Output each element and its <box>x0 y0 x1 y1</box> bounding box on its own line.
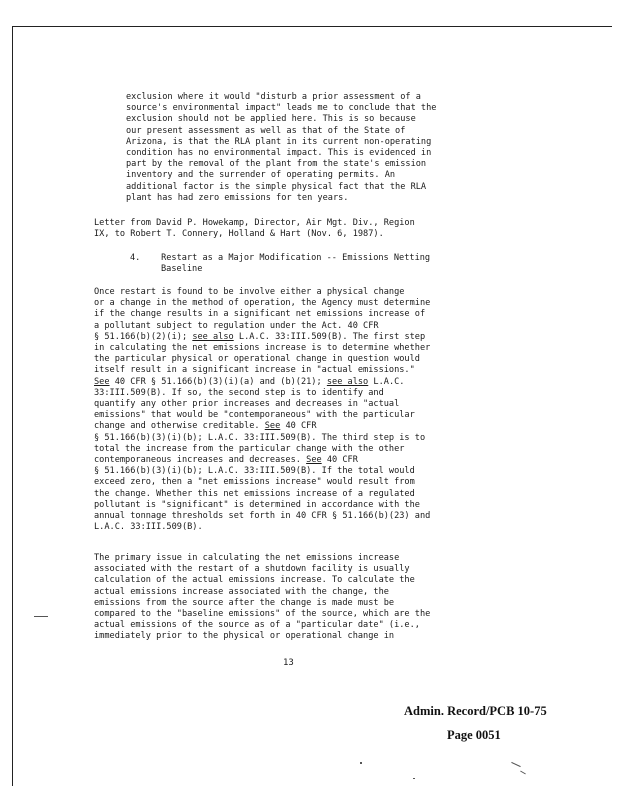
page-border-left <box>12 26 13 786</box>
text-line: inventory and the surrender of operating permits. An <box>126 170 396 181</box>
text-line: a pollutant subject to regulation under the Act. 40 CFR <box>94 320 379 331</box>
text-line: Once restart is found to be involve either a physical change <box>94 287 405 297</box>
text-line: immediately prior to the physical or operational change in <box>94 631 395 642</box>
citation <box>94 218 415 240</box>
text-line: our present assessment as well as that of the State of <box>126 125 406 136</box>
text-line: part by the removal of the plant from the state's emission <box>126 159 427 170</box>
text-line: associated with the restart of a shutdown facility is usually <box>94 564 410 575</box>
text-line: emissions from the source after the change is made must be <box>94 597 395 608</box>
text-line: or a change in the method of operation, the Agency must determine <box>94 298 431 309</box>
text-line: pollutant is "significant" is determined in accordance with the <box>94 499 420 510</box>
text-line: compared to the "baseline emissions" of the source, which are the <box>94 609 431 620</box>
page-border-top <box>12 26 612 27</box>
text-line: actual emissions increase associated with the change, the <box>94 586 389 597</box>
text-line: quantify any other prior increases and decreases in "actual <box>94 399 400 410</box>
text-line: IX, to Robert T. Connery, Holland & Hart (Nov. 6, 1987). <box>94 229 384 240</box>
section-number: 4. <box>130 253 141 263</box>
text-line: exclusion where it would "disturb a prior assessment of a <box>126 92 421 102</box>
text-line: 33:III.509(B). If so, the second step is to identify and <box>94 387 384 398</box>
text-line: total the increase from the particular change with the other <box>94 443 405 454</box>
stamp-page-number: Page 0051 <box>447 728 501 742</box>
text-line: The primary issue in calculating the net emissions increase <box>94 553 400 563</box>
admin-record-stamp: Admin. Record/PCB 10-75 <box>404 704 547 718</box>
text-line: itself result in a significant increase in "actual emissions." <box>94 365 415 376</box>
section-title-cont: Baseline <box>161 264 203 275</box>
text-line: in calculating the net emissions increase is to determine whether <box>94 343 431 354</box>
page-number: 13 <box>283 658 294 668</box>
text-line: source's environmental impact" leads me to conclude that the <box>126 103 437 114</box>
text-line: See 40 CFR § 51.166(b)(3)(i)(a) and (b)(21); see also L.A.C. <box>94 376 405 387</box>
text-line: the particular physical or operational change in question would <box>94 354 420 365</box>
text-line: condition has no environmental impact. This is evidenced in <box>126 148 432 159</box>
text-line: Arizona, is that the RLA plant in its current non-operating <box>126 136 432 147</box>
scan-speck <box>520 771 526 775</box>
text-line: if the change results in a significant net emissions increase of <box>94 309 426 320</box>
text-line: additional factor is the simple physical fact that the RLA <box>126 181 427 192</box>
text-line: plant has had zero emissions for ten years. <box>126 192 349 203</box>
paragraph-baseline <box>94 553 430 643</box>
text-line: Letter from David P. Howekamp, Director, Air Mgt. Div., Region <box>94 218 415 228</box>
text-line: calculation of the actual emissions increase. To calculate the <box>94 575 415 586</box>
scan-speck <box>34 616 48 617</box>
text-line: actual emissions of the source as of a "particular date" (i.e., <box>94 620 420 631</box>
text-line: § 51.166(b)(3)(i)(b); L.A.C. 33:III.509(B). If the total would <box>94 466 415 477</box>
scan-speck <box>413 778 415 779</box>
text-line: annual tonnage thresholds set forth in 40 CFR § 51.166(b)(23) and <box>94 511 431 522</box>
text-line: L.A.C. 33:III.509(B). <box>94 522 203 533</box>
section-title: Restart as a Major Modification -- Emissions Netting <box>161 253 431 263</box>
text-line: § 51.166(b)(2)(i); see also L.A.C. 33:III.509(B). The first step <box>94 331 426 342</box>
text-line: exceed zero, then a "net emissions increase" would result from <box>94 477 415 488</box>
text-line: contemporaneous increases and decreases. See 40 CFR <box>94 455 358 466</box>
text-line: exclusion should not be applied here. This is so because <box>126 114 416 125</box>
paragraph-netting <box>94 287 430 533</box>
scan-speck <box>511 762 520 767</box>
block-quote <box>126 92 436 204</box>
scan-speck <box>360 762 362 764</box>
text-line: emissions" that would be "contemporaneous" with the particular <box>94 410 415 421</box>
section-heading <box>130 253 430 275</box>
text-line: § 51.166(b)(3)(i)(b); L.A.C. 33:III.509(B). The third step is to <box>94 432 426 443</box>
text-line: the change. Whether this net emissions increase of a regulated <box>94 488 415 499</box>
text-line: change and otherwise creditable. See 40 CFR <box>94 421 317 432</box>
